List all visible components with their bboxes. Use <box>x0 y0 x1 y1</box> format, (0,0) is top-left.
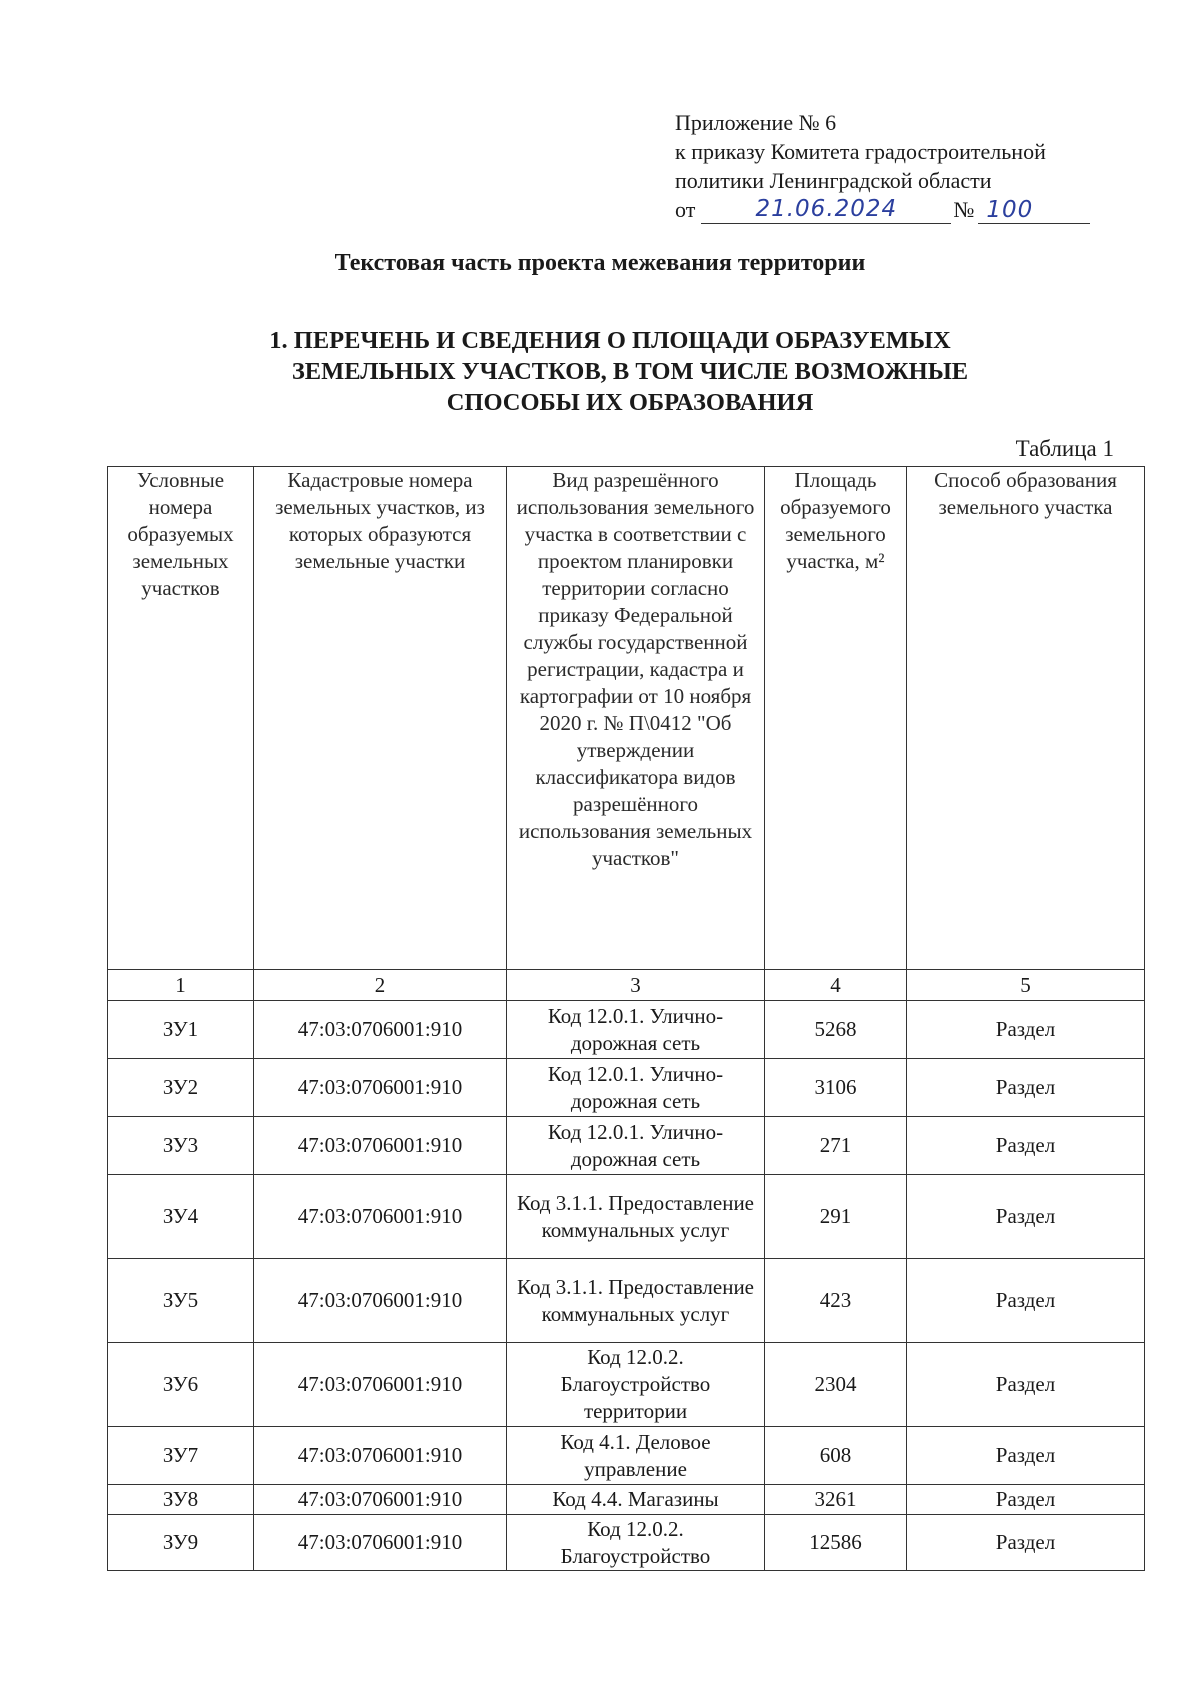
table-row <box>108 1059 1145 1117</box>
formation-method: Раздел <box>907 1059 1145 1117</box>
plot-area: 3106 <box>765 1059 907 1117</box>
plot-area: 291 <box>765 1175 907 1259</box>
table-row <box>108 1001 1145 1059</box>
formation-method: Раздел <box>907 1001 1145 1059</box>
cadastral-number: 47:03:0706001:910 <box>254 1175 507 1259</box>
column-number: 1 <box>108 970 254 1001</box>
column-number: 2 <box>254 970 507 1001</box>
plot-id: ЗУ2 <box>108 1059 254 1117</box>
plot-area: 2304 <box>765 1343 907 1427</box>
number-label: № <box>953 197 975 222</box>
formation-method: Раздел <box>907 1343 1145 1427</box>
formation-method: Раздел <box>907 1427 1145 1485</box>
table-row <box>108 1485 1145 1515</box>
section-title-line-3: СПОСОБЫ ИХ ОБРАЗОВАНИЯ <box>446 389 814 416</box>
plot-area: 3261 <box>765 1485 907 1515</box>
permitted-use: Код 4.4. Магазины <box>507 1485 765 1515</box>
column-number: 5 <box>907 970 1145 1001</box>
cadastral-number: 47:03:0706001:910 <box>254 1427 507 1485</box>
table-caption: Таблица 1 <box>1015 436 1114 461</box>
cadastral-number: 47:03:0706001:910 <box>254 1485 507 1515</box>
permitted-use: Код 4.1. Деловое управление <box>507 1427 765 1485</box>
section-title <box>200 325 1060 418</box>
header-plot-number: Условные номера образуемых земельных участков <box>108 467 254 970</box>
header-formation-method: Способ образования земельного участка <box>907 467 1145 970</box>
column-number: 3 <box>507 970 765 1001</box>
column-number-row <box>108 970 1145 1001</box>
cadastral-number: 47:03:0706001:910 <box>254 1515 507 1571</box>
table-row <box>108 1175 1145 1259</box>
table-row <box>108 1117 1145 1175</box>
appendix-header <box>675 108 1090 224</box>
plot-area: 12586 <box>765 1515 907 1571</box>
table-header-row <box>108 467 1145 970</box>
permitted-use: Код 12.0.1. Улично-дорожная сеть <box>507 1117 765 1175</box>
order-number-field <box>978 196 1090 224</box>
formation-method: Раздел <box>907 1515 1145 1571</box>
permitted-use: Код 12.0.1. Улично-дорожная сеть <box>507 1059 765 1117</box>
plot-area: 271 <box>765 1117 907 1175</box>
section-title-line-1: 1. ПЕРЕЧЕНЬ И СВЕДЕНИЯ О ПЛОЩАДИ ОБРАЗУЕМЫХ <box>269 327 951 354</box>
permitted-use: Код 3.1.1. Предоставление коммунальных услуг <box>507 1259 765 1343</box>
header-permitted-use: Вид разрешённого использования земельного участка в соответствии с проектом планировки территории согласно приказу Федеральной службы государственной регистрации, кадастра и картографии от 10 ноября 2020 г. № П\0412 "Об утверждении классификатора видов разрешённого использования земельных участков" <box>507 467 765 970</box>
permitted-use: Код 12.0.2. Благоустройство <box>507 1515 765 1571</box>
formation-method: Раздел <box>907 1259 1145 1343</box>
plot-area: 608 <box>765 1427 907 1485</box>
plot-id: ЗУ5 <box>108 1259 254 1343</box>
appendix-line-2: к приказу Комитета градостроительной <box>675 139 1046 164</box>
header-cadastral-numbers: Кадастровые номера земельных участков, из которых образуются земельные участки <box>254 467 507 970</box>
section-title-line-2: ЗЕМЕЛЬНЫХ УЧАСТКОВ, В ТОМ ЧИСЛЕ ВОЗМОЖНЫЕ <box>291 358 969 385</box>
permitted-use: Код 12.0.1. Улично-дорожная сеть <box>507 1001 765 1059</box>
permitted-use: Код 12.0.2. Благоустройство территории <box>507 1343 765 1427</box>
plot-id: ЗУ3 <box>108 1117 254 1175</box>
table-row <box>108 1259 1145 1343</box>
order-date-number-row <box>675 195 1090 224</box>
formation-method: Раздел <box>907 1117 1145 1175</box>
appendix-line-1: Приложение № 6 <box>675 110 837 135</box>
plot-id: ЗУ8 <box>108 1485 254 1515</box>
order-date: 21.06.2024 <box>755 196 898 222</box>
plot-id: ЗУ7 <box>108 1427 254 1485</box>
document-title: Текстовая часть проекта межевания территории <box>334 250 866 276</box>
plot-area: 423 <box>765 1259 907 1343</box>
cadastral-number: 47:03:0706001:910 <box>254 1343 507 1427</box>
order-number: 100 <box>986 197 1034 223</box>
order-date-field <box>701 195 951 224</box>
table-row <box>108 1515 1145 1571</box>
from-label: от <box>675 197 696 222</box>
cadastral-number: 47:03:0706001:910 <box>254 1259 507 1343</box>
cadastral-number: 47:03:0706001:910 <box>254 1117 507 1175</box>
plot-id: ЗУ9 <box>108 1515 254 1571</box>
cadastral-number: 47:03:0706001:910 <box>254 1059 507 1117</box>
plot-id: ЗУ4 <box>108 1175 254 1259</box>
plot-area: 5268 <box>765 1001 907 1059</box>
plot-id: ЗУ6 <box>108 1343 254 1427</box>
permitted-use: Код 3.1.1. Предоставление коммунальных услуг <box>507 1175 765 1259</box>
column-number: 4 <box>765 970 907 1001</box>
table-row <box>108 1343 1145 1427</box>
formation-method: Раздел <box>907 1175 1145 1259</box>
table-row <box>108 1427 1145 1485</box>
cadastral-number: 47:03:0706001:910 <box>254 1001 507 1059</box>
appendix-line-3: политики Ленинградской области <box>675 168 992 193</box>
plot-id: ЗУ1 <box>108 1001 254 1059</box>
header-area: Площадь образуемого земельного участка, м² <box>765 467 907 970</box>
formation-method: Раздел <box>907 1485 1145 1515</box>
land-plots-table <box>107 466 1145 1571</box>
